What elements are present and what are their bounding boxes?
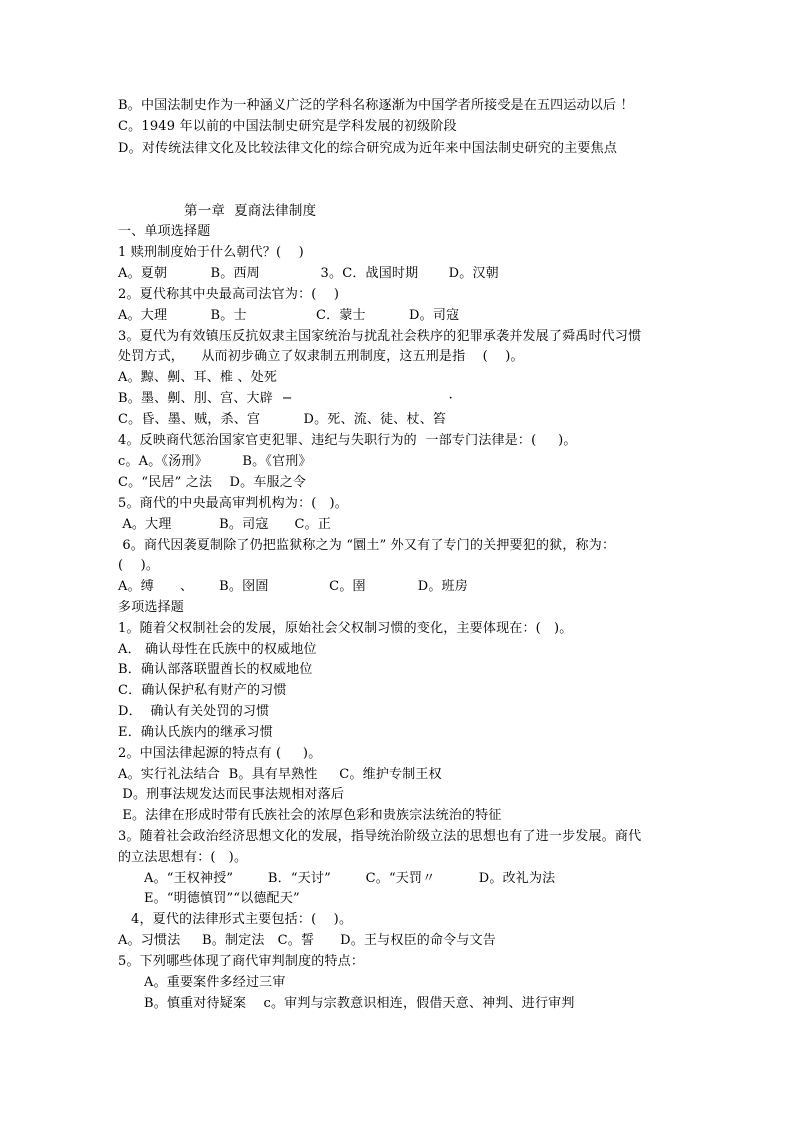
question-line: 4。反映商代惩治国家官吏犯罪、违纪与失职行为的 一部专门法律是：( )。 (118, 433, 577, 448)
question-line: 6。商代因袭夏制除了仍把监狱称之为 “圜土” 外又有了专门的关押要犯的狱，称为： (118, 538, 616, 553)
option-line: D。刑事法规发达而民事法规相对落后 (118, 787, 345, 802)
question-line: 4，夏代的法律形式主要包括：( )。 (118, 912, 353, 927)
option-line: B。慎重对待疑案 c。审判与宗教意识相连，假借天意、神判、进行审判 (118, 996, 575, 1011)
section-heading: 多项选择题 (118, 600, 185, 615)
text-line: B。中国法制史作为一种涵义广泛的学科名称逐渐为中国学者所接受是在五四运动以后 ！ (118, 98, 634, 113)
options-line: A。实行礼法结合 B。具有早熟性 C。维护专制王权 (118, 767, 442, 782)
option-line: D． 确认有关处罚的习惯 (118, 704, 270, 719)
question-line: 5。下列哪些体现了商代审判制度的特点： (118, 954, 365, 969)
options-line: A。大理 B。司寇 C。正 (118, 517, 332, 532)
option-line: c。A。《汤刑》 B。《官刑》 (118, 454, 312, 469)
question-line: 的立法思想有：( )。 (118, 850, 248, 865)
option-line: A。重要案件多经过三审 (118, 975, 286, 990)
question-line: 3。随着社会政治经济思想文化的发展，指导统治阶级立法的思想也有了进一步发展。商代 (118, 829, 642, 844)
text-line: C。1949 年以前的中国法制史研究是学科发展的初级阶段 (118, 119, 457, 134)
chapter-title: 第一章 夏商法律制度 (184, 203, 317, 219)
question-line: 1 赎刑制度始于什么朝代？( ) (118, 245, 304, 260)
question-line: 2。夏代称其中央最高司法官为：( ) (118, 287, 340, 302)
question-line: 处罚方式， 从而初步确立了奴隶制五刑制度，这五刑是指 ( )。 (118, 349, 524, 364)
question-line: 1。随着父权制社会的发展，原始社会父权制习惯的变化，主要体现在：( )。 (118, 621, 573, 636)
option-line: B。墨、劓、刖、宫、大辟 − · (118, 391, 454, 406)
option-line: B．确认部落联盟酋长的权威地位 (118, 662, 313, 677)
options-line: A。夏朝 B。西周 3。C．战国时期 D。汉朝 (118, 266, 499, 281)
options-line: A。习惯法 B。制定法 C。誓 D。王与权臣的命令与文告 (118, 933, 496, 948)
question-line: 5。商代的中央最高审判机构为：( )。 (118, 496, 349, 511)
options-line: A。大理 B。士 C．蒙士 D。司寇 (118, 308, 460, 323)
options-line: A。缚 、 B。囹圄 C。圉 D。班房 (118, 579, 468, 594)
option-line: A． 确认母性在氏族中的权威地位 (118, 642, 317, 657)
option-line: C。“民居” 之法 D。车服之令 (118, 475, 307, 490)
question-line: ( )。 (118, 558, 160, 573)
option-line: C。昏、墨、贼，杀、宫 D。死、流、徒、杖、笞 (118, 412, 447, 427)
option-line: A。黥、劓、耳、椎 、处死 (118, 370, 278, 385)
option-line: C．确认保护私有财产的习惯 (118, 683, 287, 698)
question-line: 3。夏代为有效镇压反抗奴隶主国家统治与扰乱社会秩序的犯罪承袭并发展了舜禹时代习惯 (118, 329, 642, 344)
section-heading: 一、单项选择题 (118, 224, 211, 239)
option-line: E．确认氏族内的继承习惯 (118, 725, 273, 740)
options-line: A。“王权神授” B．“天讨” C。“天罚〃 D。改礼为法 (118, 871, 556, 886)
option-line: E。法律在形成时带有氏族社会的浓厚色彩和贵族宗法统治的特征 (118, 808, 502, 823)
text-line: D。对传统法律文化及比较法律文化的综合研究成为近年来中国法制史研究的主要焦点 (118, 141, 618, 156)
option-line: E。“明德慎罚”“以德配天” (118, 891, 300, 906)
question-line: 2。中国法律起源的特点有 ( )。 (118, 746, 322, 761)
